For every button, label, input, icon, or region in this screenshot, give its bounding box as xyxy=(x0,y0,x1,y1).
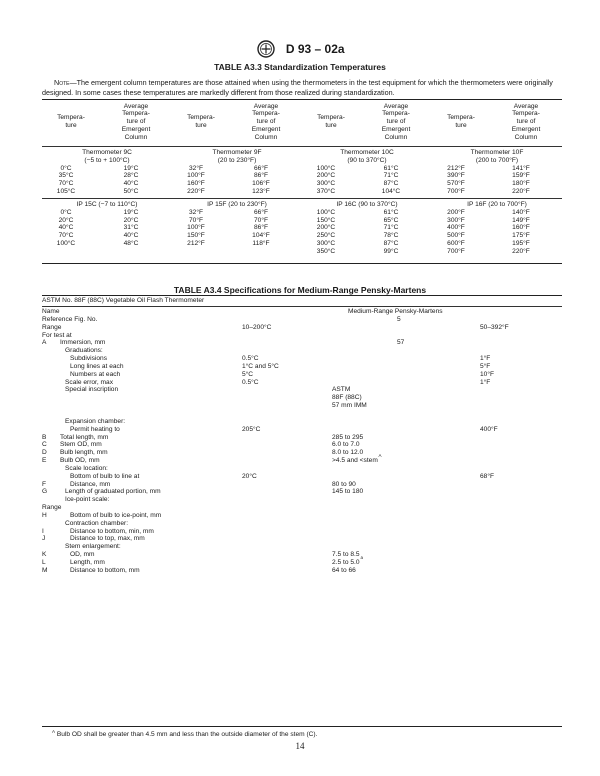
spec-row xyxy=(42,449,562,457)
emergent-column-cell: 71°C xyxy=(383,172,399,180)
spec-name: Distance to bottom, mm xyxy=(70,566,140,574)
table-a33-group-rule xyxy=(42,198,562,199)
temperature-cell: 700°F xyxy=(447,247,465,255)
header-line: Column xyxy=(384,133,408,141)
thermometer-block xyxy=(302,201,432,256)
spec-row xyxy=(42,543,562,551)
spec-centered-value: 57 xyxy=(397,339,405,347)
column-header-temperature xyxy=(432,114,490,130)
temperature-cell: 300°C xyxy=(316,180,336,188)
temperature-cell: 200°F xyxy=(447,208,465,216)
spec-row xyxy=(42,504,562,512)
column-header-pair xyxy=(302,100,432,144)
spec-name: Immersion, mm xyxy=(60,339,106,347)
emergent-column-cell: 28°C xyxy=(123,172,139,180)
spec-common-value: 8.0 to 12.0 xyxy=(332,449,364,457)
spec-row: E Bulb OD, mm >4.5 and <stem A xyxy=(42,453,382,465)
spec-common-value: 6.0 to 7.0 xyxy=(332,441,360,449)
table-a34-bottom-rule xyxy=(42,726,562,727)
document-header xyxy=(0,40,600,58)
spec-name: Graduations: xyxy=(65,347,103,355)
header-line: ture xyxy=(325,122,337,129)
spec-row xyxy=(42,363,562,371)
spec-name: Stem enlargement: xyxy=(65,543,121,551)
temperature-cell: 70°C xyxy=(58,232,74,240)
spec-row xyxy=(42,355,562,363)
column-header-temperature xyxy=(172,114,230,130)
note-text: —The emergent column temperatures are those attained when using the thermometers in the test equipment for which the thermometers were originally designed. In some cases these temperatures are markedly different from those realized during standardization. xyxy=(42,78,553,97)
thermometer-name: IP 16C (90 to 370°C) xyxy=(336,201,398,208)
column-header-average-emergent xyxy=(490,103,562,142)
header-line: Emergent xyxy=(251,125,281,133)
temperature-cell: 105°C xyxy=(56,187,76,195)
spec-row xyxy=(42,473,562,481)
header-line: Average xyxy=(253,102,279,110)
temperature-cell: 160°F xyxy=(187,180,205,188)
header-line: Tempera- xyxy=(122,110,150,118)
spec-row xyxy=(42,316,562,324)
footnote-mark: A xyxy=(52,728,56,734)
temperature-cell: 370°C xyxy=(316,187,336,195)
thermometer-name: Thermometer 9F xyxy=(212,149,262,156)
temperature-cell: 212°F xyxy=(447,164,465,172)
thermometer-block xyxy=(42,201,172,256)
spec-common-value: 64 to 66 xyxy=(332,566,356,574)
spec-celsius-value: 1°C and 5°C xyxy=(242,362,279,370)
thermometer-name: Thermometer 9C xyxy=(82,149,132,156)
spec-row xyxy=(42,481,562,489)
table-a34-body xyxy=(42,308,562,575)
table-a33-header-rule xyxy=(42,146,562,147)
spec-name: Long lines at each xyxy=(70,362,124,370)
temperature-cell: 212°F xyxy=(187,239,205,247)
spec-row: L Length, mm 2.5 to 5.0 a xyxy=(42,555,364,566)
emergent-column-cell: 61°C xyxy=(383,208,399,216)
temperature-cell: 100°C xyxy=(316,208,336,216)
table-a34-subtitle: ASTM No. 88F (88C) Vegetable Oil Flash Thermometer xyxy=(42,297,205,304)
column-header-temperature xyxy=(302,114,360,130)
spec-celsius-value: 20°C xyxy=(242,472,257,480)
thermometer-range: (200 to 700°F) xyxy=(475,156,519,164)
temperature-cell: 35°C xyxy=(58,172,74,180)
temperature-cell: 32°F xyxy=(189,164,203,172)
header-line: ture of xyxy=(126,118,146,126)
spec-common-value: 2.5 to 5.0 xyxy=(332,559,360,566)
spec-name: Bulb OD, mm xyxy=(60,457,100,465)
table-row xyxy=(432,232,562,240)
temperature-cell: 32°F xyxy=(189,208,203,216)
header-line: Average xyxy=(513,102,539,110)
column-header-pair xyxy=(432,100,562,144)
spec-row xyxy=(42,488,562,496)
emergent-column-cell: 180°F xyxy=(512,180,530,188)
emergent-column-cell: 19°C xyxy=(123,208,139,216)
spec-row xyxy=(42,434,562,442)
spec-name: Numbers at each xyxy=(70,370,121,378)
temperature-cell: 700°F xyxy=(447,187,465,195)
spec-letter: A xyxy=(42,339,47,347)
spec-name: Bulb length, mm xyxy=(60,449,108,457)
temperature-cell: 20°C xyxy=(58,216,74,224)
thermometer-name: IP 15C (−7 to 110°C) xyxy=(76,201,138,208)
spec-celsius-value: 0.5°C xyxy=(242,378,259,386)
thermometer-range: (20 to 230°F) xyxy=(217,156,257,164)
note-label: Note xyxy=(54,78,70,87)
spec-letter: K xyxy=(42,551,47,559)
temperature-cell: 150°F xyxy=(187,232,205,240)
spec-name: Distance to bottom, min, mm xyxy=(70,527,154,535)
spec-fahrenheit-value: 1°F xyxy=(480,355,491,363)
column-header-pair xyxy=(172,100,302,144)
emergent-column-cell: 195°F xyxy=(512,239,530,247)
table-row xyxy=(302,209,432,217)
spec-name: Name xyxy=(42,308,60,315)
header-line: ture of xyxy=(386,118,406,126)
spec-row xyxy=(42,418,562,426)
spec-row xyxy=(42,426,562,434)
spec-name: Length of graduated portion, mm xyxy=(65,488,161,496)
spec-name: Bottom of bulb to ice-point, mm xyxy=(70,511,162,519)
thermometer-block xyxy=(42,149,172,196)
emergent-column-cell: 220°F xyxy=(512,187,530,195)
emergent-column-cell: 104°F xyxy=(252,232,270,240)
spec-row xyxy=(42,402,562,410)
temperature-cell: 100°F xyxy=(187,172,205,180)
thermometer-name: IP 16F (20 to 700°F) xyxy=(467,201,527,208)
spec-name: Distance to top, max, mm xyxy=(70,535,145,543)
spec-letter: G xyxy=(42,488,48,496)
header-line: ture xyxy=(455,122,467,129)
table-row xyxy=(432,209,562,217)
temperature-cell: 200°C xyxy=(316,224,336,232)
header-line: Column xyxy=(254,133,278,141)
table-row xyxy=(42,180,172,188)
temperature-cell: 600°F xyxy=(447,239,465,247)
spec-row xyxy=(42,394,562,402)
table-a33-title: TABLE A3.3 Standardization Temperatures xyxy=(214,62,386,72)
emergent-column-cell: 220°F xyxy=(512,247,530,255)
emergent-column-cell: 20°C xyxy=(123,216,139,224)
emergent-column-cell: 160°F xyxy=(512,224,530,232)
temperature-cell: 100°C xyxy=(56,239,76,247)
temperature-cell: 40°C xyxy=(58,224,74,232)
spec-fahrenheit-value: 400°F xyxy=(480,425,498,433)
spec-row xyxy=(42,371,562,379)
table-row xyxy=(302,248,432,256)
emergent-column-cell: 61°C xyxy=(383,164,399,172)
thermometer-block xyxy=(302,149,432,196)
thermometer-block xyxy=(172,149,302,196)
spec-name: Contraction chamber: xyxy=(65,519,129,527)
spec-name: Distance, mm xyxy=(70,480,111,488)
spec-row xyxy=(42,528,562,536)
spec-celsius-value: 205°C xyxy=(242,425,261,433)
header-line: Tempera- xyxy=(317,114,345,122)
header-line: Emergent xyxy=(121,125,151,133)
header-line: Column xyxy=(514,133,538,141)
spec-row xyxy=(42,386,562,394)
table-a33-group-1 xyxy=(42,149,562,196)
column-header-pair xyxy=(42,100,172,144)
header-line: Emergent xyxy=(381,125,411,133)
temperature-cell: 300°C xyxy=(316,239,336,247)
spec-common-value: 145 to 180 xyxy=(332,488,364,496)
thermometer-range: (90 to 370°C) xyxy=(347,156,387,164)
table-a33-bottom-rule xyxy=(42,263,562,264)
spec-fahrenheit-value: 50–392°F xyxy=(480,323,509,331)
header-line: Tempera- xyxy=(252,110,280,118)
emergent-column-cell: 40°C xyxy=(123,232,139,240)
spec-letter: H xyxy=(42,511,47,519)
temperature-cell: 0°C xyxy=(60,208,72,216)
emergent-column-cell: 86°F xyxy=(254,172,268,180)
temperature-cell: 100°C xyxy=(316,164,336,172)
temperature-cell: 150°C xyxy=(316,216,336,224)
table-a34-subtitle-rule xyxy=(42,306,562,307)
temperature-cell: 100°F xyxy=(187,224,205,232)
spec-name: Subdivisions xyxy=(70,355,108,363)
spec-row xyxy=(42,347,562,355)
thermometer-name: Thermometer 10F xyxy=(470,149,524,156)
spec-name: Expansion chamber: xyxy=(65,417,126,425)
spec-row xyxy=(42,441,562,449)
header-line: Tempera- xyxy=(382,110,410,118)
table-row xyxy=(172,240,302,248)
table-row xyxy=(432,180,562,188)
emergent-column-cell: 106°F xyxy=(252,180,270,188)
spec-name: OD, mm xyxy=(70,551,95,559)
emergent-column-cell: 31°C xyxy=(123,224,139,232)
spec-common-value: 88F (88C) xyxy=(332,394,362,402)
spec-row xyxy=(42,339,562,347)
temperature-cell: 570°F xyxy=(447,180,465,188)
table-a33-header xyxy=(42,100,562,144)
header-line: Tempera- xyxy=(447,114,475,122)
emergent-column-cell: 87°C xyxy=(383,180,399,188)
spec-row xyxy=(42,567,562,575)
spec-common-value: 7.5 to 8.5 xyxy=(332,551,360,559)
spec-row xyxy=(42,496,562,504)
table-a34-title: TABLE A3.4 Specifications for Medium-Range Pensky-Martens xyxy=(173,285,427,295)
spec-common-value: Medium-Range Pensky-Martens xyxy=(348,308,443,315)
table-row xyxy=(42,232,172,240)
spec-row xyxy=(42,410,562,418)
spec-row xyxy=(42,535,562,543)
table-row xyxy=(302,188,432,196)
spec-letter: C xyxy=(42,441,47,449)
spec-row xyxy=(42,551,562,559)
temperature-cell: 70°F xyxy=(189,216,203,224)
table-row xyxy=(42,188,172,196)
emergent-column-cell: 65°C xyxy=(383,216,399,224)
spec-letter: M xyxy=(42,566,48,574)
spec-name: Permit heating to xyxy=(70,425,120,433)
spec-letter: B xyxy=(42,433,47,441)
table-row xyxy=(172,188,302,196)
emergent-column-cell: 66°F xyxy=(254,164,268,172)
emergent-column-cell: 70°F xyxy=(254,216,268,224)
column-header-average-emergent xyxy=(230,103,302,142)
table-row xyxy=(42,209,172,217)
thermometer-block xyxy=(172,201,302,256)
header-line: Tempera- xyxy=(57,114,85,122)
spec-row xyxy=(42,332,562,340)
spec-letter: J xyxy=(42,535,46,543)
page-number: 14 xyxy=(295,741,305,751)
spec-row xyxy=(42,324,562,332)
thermometer-range: (−5 to + 100°C) xyxy=(84,156,130,164)
spec-centered-value: 5 xyxy=(397,315,401,323)
table-row xyxy=(302,180,432,188)
header-line: Average xyxy=(123,102,149,110)
column-header-average-emergent xyxy=(100,103,172,142)
emergent-column-cell: 78°C xyxy=(383,232,399,240)
emergent-column-cell: 159°F xyxy=(512,172,530,180)
astm-logo-icon xyxy=(255,40,277,58)
spec-letter: F xyxy=(42,480,47,488)
temperature-cell: 70°C xyxy=(58,180,74,188)
emergent-column-cell: 71°C xyxy=(383,224,399,232)
spec-name: Range xyxy=(42,323,62,331)
spec-name: Range xyxy=(42,504,62,512)
temperature-cell: 390°F xyxy=(447,172,465,180)
emergent-column-cell: 149°F xyxy=(512,216,530,224)
table-a34-footnote xyxy=(52,728,318,738)
emergent-column-cell: 118°F xyxy=(252,239,270,247)
table-row xyxy=(42,240,172,248)
spec-row xyxy=(42,308,562,316)
header-line: Emergent xyxy=(511,125,541,133)
table-row xyxy=(172,180,302,188)
spec-row xyxy=(42,512,562,520)
spec-letter: I xyxy=(42,527,44,535)
emergent-column-cell: 40°C xyxy=(123,180,139,188)
emergent-column-cell: 123°F xyxy=(252,187,270,195)
header-line: ture of xyxy=(516,118,536,126)
table-row xyxy=(302,240,432,248)
column-header-temperature xyxy=(42,114,100,130)
header-line: Average xyxy=(383,102,409,110)
spec-name: Scale location: xyxy=(65,464,108,472)
header-line: Tempera- xyxy=(187,114,215,122)
spec-name: Special inscription xyxy=(65,386,119,394)
spec-fahrenheit-value: 68°F xyxy=(480,472,494,480)
spec-name: Total length, mm xyxy=(60,433,109,441)
table-a34-top-rule xyxy=(42,295,562,296)
emergent-column-cell: 86°F xyxy=(254,224,268,232)
spec-row xyxy=(42,465,562,473)
header-line: Tempera- xyxy=(512,110,540,118)
temperature-cell: 350°C xyxy=(316,247,336,255)
table-a33-group-2 xyxy=(42,201,562,256)
emergent-column-cell: 19°C xyxy=(123,164,139,172)
spec-name: Scale error, max xyxy=(65,378,114,386)
temperature-cell: 500°F xyxy=(447,232,465,240)
temperature-cell: 400°F xyxy=(447,224,465,232)
spec-name: Bottom of bulb to line at xyxy=(70,472,140,480)
spec-fahrenheit-value: 1°F xyxy=(480,378,491,386)
spec-common-value: 57 mm IMM xyxy=(332,402,367,410)
spec-celsius-value: 10–200°C xyxy=(242,323,272,331)
spec-name: Reference Fig. No. xyxy=(42,315,98,323)
header-line: Column xyxy=(124,133,148,141)
spec-letter: L xyxy=(42,559,46,566)
spec-fahrenheit-value: 10°F xyxy=(480,370,494,378)
table-row xyxy=(172,232,302,240)
emergent-column-cell: 50°C xyxy=(123,187,139,195)
spec-common-value: 80 to 90 xyxy=(332,480,356,488)
thermometer-name: IP 15F (20 to 230°F) xyxy=(207,201,267,208)
emergent-column-cell: 87°C xyxy=(383,239,399,247)
temperature-cell: 220°F xyxy=(187,187,205,195)
spec-common-value: ASTM xyxy=(332,386,351,394)
spec-common-value: 285 to 295 xyxy=(332,433,364,441)
thermometer-block xyxy=(432,149,562,196)
spec-letter: D xyxy=(42,449,47,457)
spec-name: For test at xyxy=(42,331,72,339)
spec-row xyxy=(42,520,562,528)
spec-common-value: >4.5 and <stem xyxy=(332,457,378,465)
spec-name: Length, mm xyxy=(70,559,105,566)
header-line: ture xyxy=(195,122,207,129)
spec-celsius-value: 0.5°C xyxy=(242,355,259,363)
footnote-text: Bulb OD shall be greater than 4.5 mm and less than the outside diameter of the stem (C). xyxy=(55,731,318,738)
emergent-column-cell: 141°F xyxy=(512,164,530,172)
table-row xyxy=(432,248,562,256)
spec-name: Ice-point scale: xyxy=(65,496,110,504)
temperature-cell: 250°C xyxy=(316,232,336,240)
temperature-cell: 0°C xyxy=(60,164,72,172)
thermometer-block xyxy=(432,201,562,256)
emergent-column-cell: 48°C xyxy=(123,239,139,247)
header-line: ture xyxy=(65,122,77,129)
document-designation: D 93 – 02a xyxy=(285,42,345,56)
emergent-column-cell: 66°F xyxy=(254,208,268,216)
temperature-cell: 200°C xyxy=(316,172,336,180)
table-row xyxy=(302,232,432,240)
table-note xyxy=(42,78,562,98)
spec-name: Stem OD, mm xyxy=(60,441,102,449)
temperature-cell: 300°F xyxy=(447,216,465,224)
table-row xyxy=(432,188,562,196)
column-header-average-emergent xyxy=(360,103,432,142)
spec-letter: E xyxy=(42,457,47,465)
emergent-column-cell: 99°C xyxy=(383,247,399,255)
spec-fahrenheit-value: 5°F xyxy=(480,362,491,370)
table-row xyxy=(432,240,562,248)
header-line: ture of xyxy=(256,118,276,126)
thermometer-name: Thermometer 10C xyxy=(340,149,394,156)
emergent-column-cell: 175°F xyxy=(512,232,530,240)
emergent-column-cell: 104°C xyxy=(381,187,401,195)
emergent-column-cell: 140°F xyxy=(512,208,530,216)
spec-row xyxy=(42,379,562,387)
spec-celsius-value: 5°C xyxy=(242,370,254,378)
table-row xyxy=(172,209,302,217)
